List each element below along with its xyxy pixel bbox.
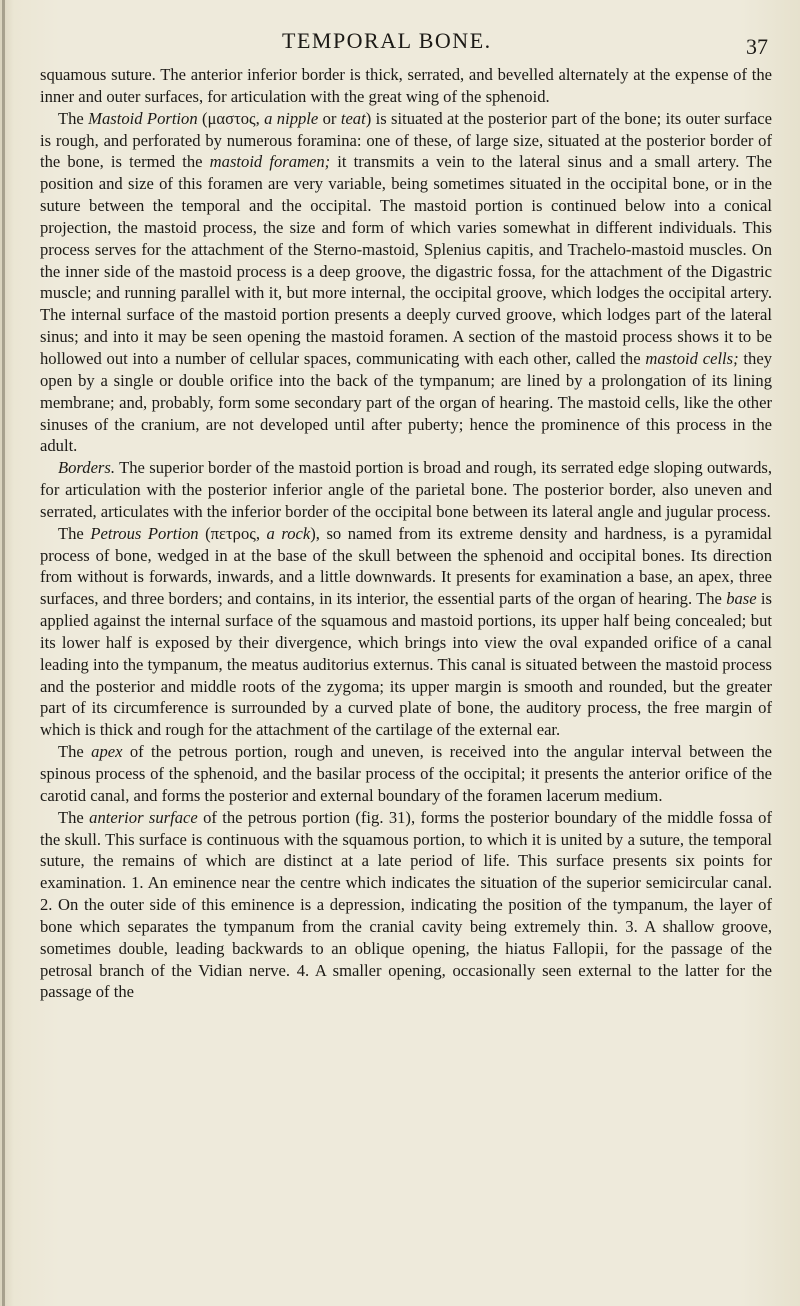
italic-term: Petrous Portion xyxy=(90,523,199,543)
italic-term: a rock xyxy=(266,523,311,543)
italic-term: apex xyxy=(91,742,123,762)
paragraph xyxy=(40,108,772,458)
italic-term: anterior surface xyxy=(89,807,198,827)
page-edge-shadow xyxy=(2,0,5,1306)
text-run: (μαστος, xyxy=(197,108,265,128)
text-run: (πετρος, xyxy=(198,523,267,543)
text-run: it transmits a vein to the lateral sinus and a small artery. The position and size of this foramen are very variable, being sometimes situated in the occipital bone, or in the suture between the temporal and the occipital. The mastoid portion is continued below into a conical projection, the mastoid process, the size and form of which varies somewhat in different individuals. This process serves for the attachment of the Sterno-mastoid, Splenius capitis, and Trachelo-mastoid muscles. On the inner side of the mastoid process is a deep groove, the digastric fossa, for the attachment of the Digastric muscle; and running parallel with it, but more internal, the occipital groove, which lodges the occipital artery. The internal surface of the mastoid portion presents a deeply curved groove, which lodges part of the lateral sinus; and into it may be seen opening the mastoid foramen. A section of the mastoid process shows it to be hollowed out into a number of cellular spaces, communicating with each other, called the xyxy=(40,152,772,368)
italic-term: a nipple xyxy=(264,108,319,128)
text-run: or xyxy=(318,108,341,128)
text-run: The xyxy=(58,108,89,128)
paragraph xyxy=(40,807,772,1004)
text-run: of the petrous portion, rough and uneven, is received into the angular interval between the spinous process of the sphenoid, and the basilar process of the occipital; it presents the anterior orifice of the carotid canal, and forms the posterior and external boundary of the foramen lacerum medium. xyxy=(40,742,772,805)
text-run: The xyxy=(58,807,90,827)
text-run: ) is situated at the posterior part of the bone; its outer surface is rough, and perforated by numerous foramina: one of these, of large size, situated at the posterior border of the bone, is termed the xyxy=(40,108,772,172)
italic-term: mastoid cells; xyxy=(645,348,739,368)
page-header xyxy=(0,22,800,58)
text-run: The xyxy=(58,523,91,543)
paragraph xyxy=(40,741,772,807)
text-run: they open by a single or double orifice into the back of the tympanum; are lined by a prolongation of its lining membrane; and, probably, form some secondary part of the organ of hearing. The mastoid cells, like the other sinuses of the cranium, are not developed until after puberty; hence the prominence of this process in the adult. xyxy=(40,348,773,456)
italic-term: Borders. xyxy=(58,458,116,478)
running-title: TEMPORAL BONE. xyxy=(282,28,492,53)
italic-term: base xyxy=(726,589,757,609)
paragraph xyxy=(40,64,772,108)
italic-term: teat xyxy=(340,108,366,128)
body-text xyxy=(40,64,772,1003)
italic-term: Mastoid Portion xyxy=(88,108,198,128)
text-run: squamous suture. The anterior inferior border is thick, serrated, and bevelled alternately at the expense of the inner and outer surfaces, for articulation with the great wing of the sphenoid. xyxy=(40,65,772,106)
text-run: is applied against the internal surface of the squamous and mastoid portions, its upper half being concealed; but its lower half is exposed by their divergence, which brings into view the oval expanded orifice of a canal leading into the tympanum, the meatus auditorius externus. This canal is situated between the mastoid process and the posterior and middle roots of the zygoma; its upper margin is smooth and rounded, but the greater part of its circumference is surrounded by a curved plate of bone, the auditory process, the free margin of which is thick and rough for the attachment of the cartilage of the external ear. xyxy=(40,589,772,740)
text-run: The xyxy=(58,742,92,762)
paragraph xyxy=(40,457,772,523)
paragraph xyxy=(40,523,772,741)
page-number: 37 xyxy=(746,34,768,59)
text-run: ), so named from its extreme density and hardness, is a pyramidal process of bone, wedged in at the base of the skull between the sphenoid and occipital bones. Its direction from without is forwards, inwards, and a little downwards. It presents for examination a base, an apex, three surfaces, and three borders; and contains, in its interior, the essential parts of the organ of hearing. The xyxy=(40,523,772,609)
text-run: of the petrous portion (fig. 31), forms the posterior boundary of the middle fossa of the skull. This surface is continuous with the squamous portion, to which it is united by a suture, the temporal suture, the remains of which are distinct at a late period of life. This surface presents six points for examination. 1. An eminence near the centre which indicates the situation of the superior semicircular canal. 2. On the outer side of this eminence is a depression, indicating the position of the tympanum, the layer of bone which separates the tympanum from the cranial cavity being extremely thin. 3. A shallow groove, sometimes double, leading backwards to an oblique opening, the hiatus Fallopii, for the passage of the petrosal branch of the Vidian nerve. 4. A smaller opening, occasionally seen external to the latter for the passage of the xyxy=(40,807,773,1002)
text-run: The superior border of the mastoid portion is broad and rough, its serrated edge sloping outwards, for articulation with the posterior inferior angle of the parietal bone. The posterior border, also uneven and serrated, articulates with the inferior border of the occipital bone between its lateral angle and jugular process. xyxy=(40,458,772,521)
italic-term: mastoid foramen; xyxy=(209,152,331,172)
